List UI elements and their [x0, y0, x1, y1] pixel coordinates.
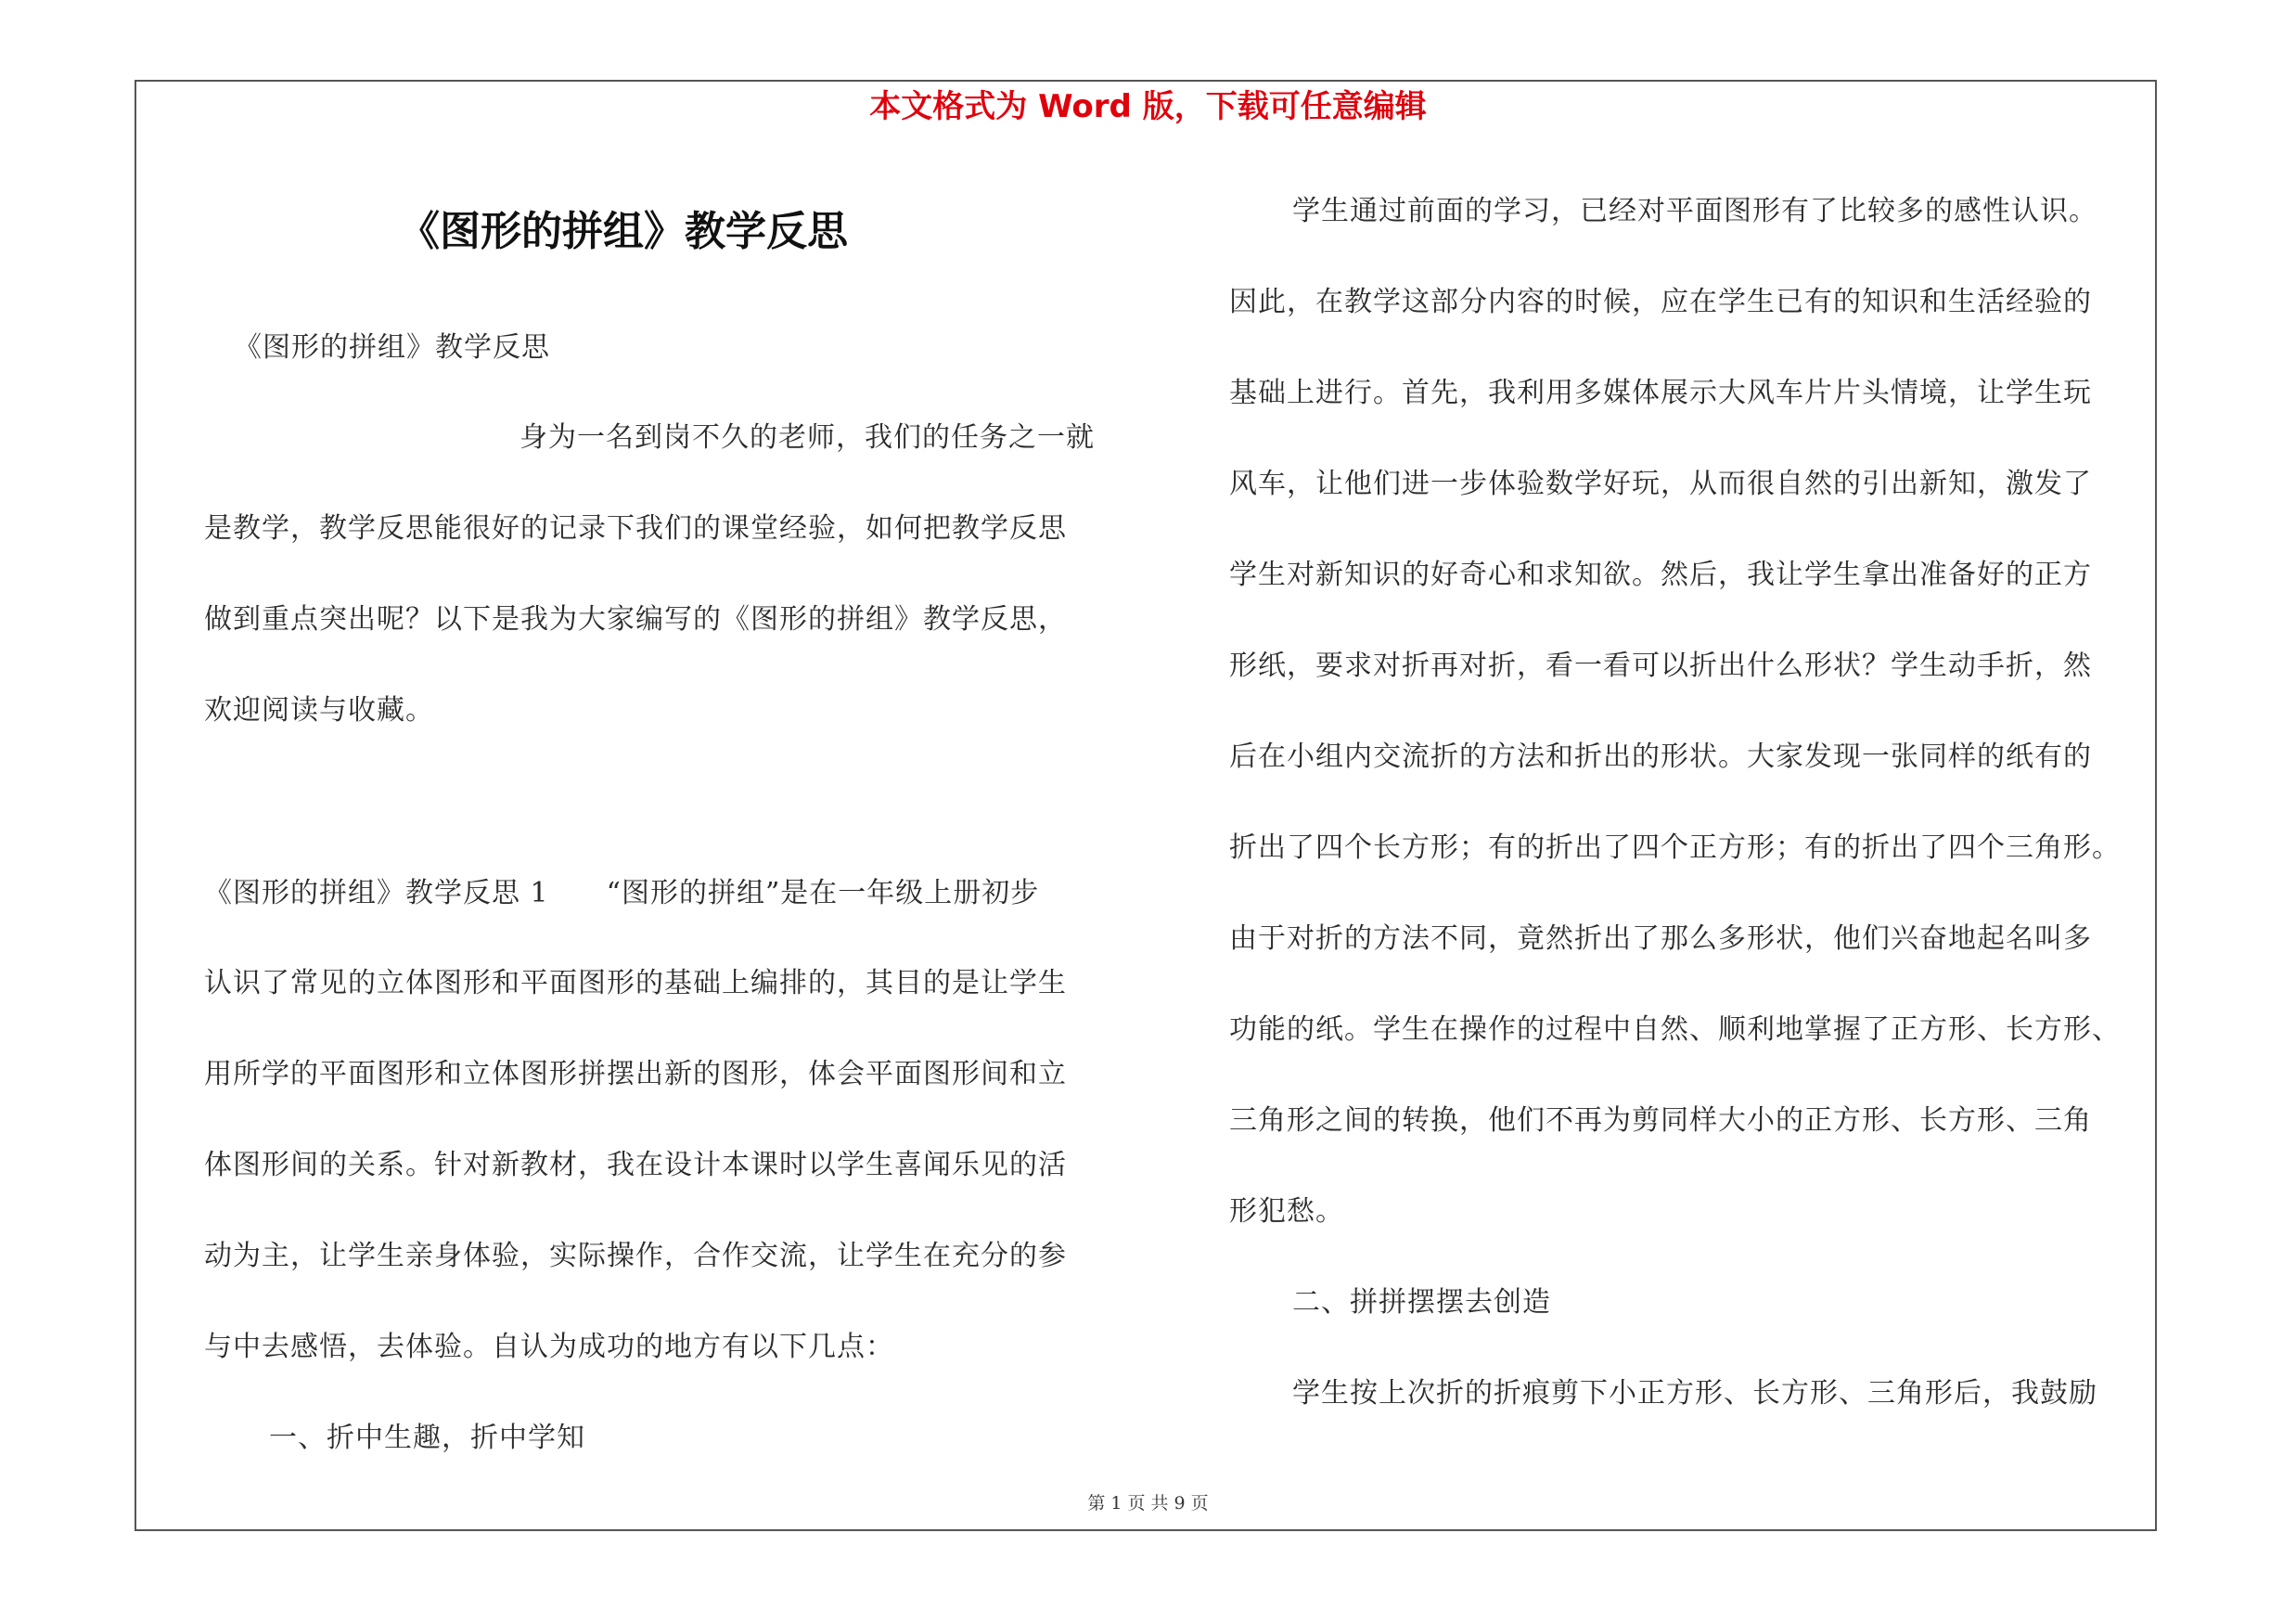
paragraph-line: 做到重点突出呢？以下是我为大家编写的《图形的拼组》教学反思， — [204, 603, 1067, 636]
paragraph-line: 形纸，要求对折再对折，看一看可以折出什么形状？学生动手折，然 — [1229, 650, 2092, 682]
paragraph-line: 《图形的拼组》教学反思 1 “图形的拼组”是在一年级上册初步 — [204, 877, 1040, 909]
document-title: 《图形的拼组》教学反思 — [399, 208, 848, 255]
paragraph-line: 学生按上次折的折痕剪下小正方形、长方形、三角形后，我鼓励 — [1292, 1377, 2097, 1410]
paragraph-line: 体图形间的关系。针对新教材，我在设计本课时以学生喜闻乐见的活 — [204, 1149, 1067, 1181]
paragraph-line: 折出了四个长方形；有的折出了四个正方形；有的折出了四个三角形。 — [1229, 831, 2121, 864]
paragraph-line: 功能的纸。学生在操作的过程中自然、顺利地掌握了正方形、长方形、 — [1229, 1013, 2121, 1046]
paragraph-line: 学生通过前面的学习，已经对平面图形有了比较多的感性认识。 — [1292, 195, 2097, 227]
paragraph-line: 欢迎阅读与收藏。 — [204, 694, 434, 727]
paragraph-line: 形犯愁。 — [1229, 1195, 1344, 1228]
format-banner: 本文格式为 Word 版，下载可任意编辑 — [869, 88, 1427, 125]
paragraph-line: 与中去感悟，去体验。自认为成功的地方有以下几点： — [204, 1331, 894, 1363]
paragraph-line: 三角形之间的转换，他们不再为剪同样大小的正方形、长方形、三角 — [1229, 1104, 2092, 1137]
paragraph-line: 动为主，让学生亲身体验，实际操作，合作交流，让学生在充分的参 — [204, 1240, 1067, 1272]
paragraph-line: 身为一名到岗不久的老师，我们的任务之一就 — [519, 421, 1095, 454]
paragraph-line: 后在小组内交流折的方法和折出的形状。大家发现一张同样的纸有的 — [1229, 741, 2092, 773]
paragraph-line: 《图形的拼组》教学反思 — [234, 331, 550, 364]
paragraph-line: 由于对折的方法不同，竟然折出了那么多形状，他们兴奋地起名叫多 — [1229, 922, 2092, 955]
section-heading: 二、拼拼摆摆去创造 — [1292, 1286, 1551, 1319]
paragraph-line: 因此，在教学这部分内容的时候，应在学生已有的知识和生活经验的 — [1229, 286, 2092, 318]
section-heading: 一、折中生趣，折中学知 — [269, 1422, 585, 1454]
page-number-footer: 第 1 页 共 9 页 — [1087, 1493, 1209, 1514]
paragraph-line: 用所学的平面图形和立体图形拼摆出新的图形，体会平面图形间和立 — [204, 1058, 1067, 1090]
paragraph-line: 学生对新知识的好奇心和求知欲。然后，我让学生拿出准备好的正方 — [1229, 559, 2092, 591]
paragraph-line: 认识了常见的立体图形和平面图形的基础上编排的，其目的是让学生 — [204, 967, 1067, 999]
paragraph-line: 风车，让他们进一步体验数学好玩，从而很自然的引出新知，激发了 — [1229, 468, 2092, 500]
paragraph-line: 是教学，教学反思能很好的记录下我们的课堂经验，如何把教学反思 — [204, 512, 1067, 545]
paragraph-line: 基础上进行。首先，我利用多媒体展示大风车片片头情境，让学生玩 — [1229, 377, 2092, 409]
